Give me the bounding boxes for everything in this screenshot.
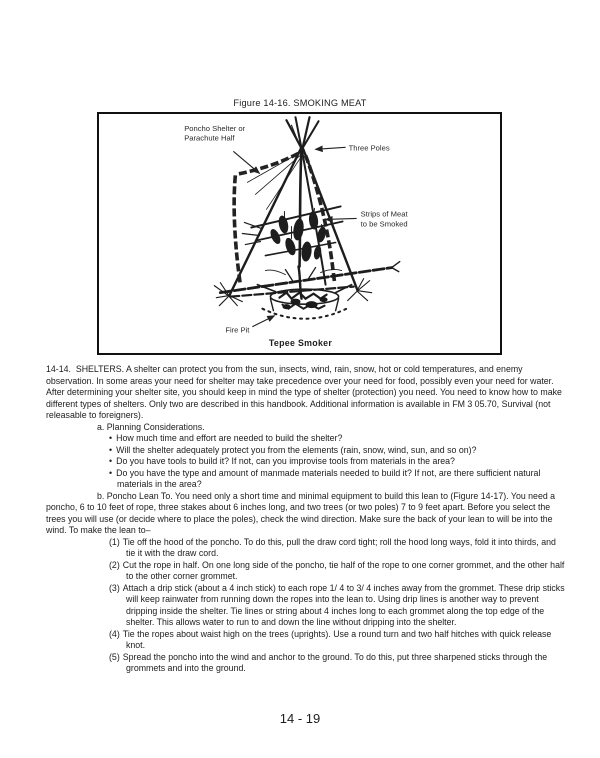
label-meat-strips-line1: Strips of Meat	[360, 209, 408, 219]
paragraph-poncho-lean-to: b. Poncho Lean To. You need only a short time and minimal equipment to build this lean to (Figure 14-17). You need a poncho, 6 to 10 feet of rope, three stakes about 6 inches long, and two trees (or two poles) 7 to 9 feet apart. Before you select the trees you will use (or decide where to place the poles), check the wind direction. Make sure the back of your lean to will be into the wind. To make the lean to–	[46, 490, 556, 535]
figure-title: Figure 14-16. SMOKING MEAT	[233, 98, 367, 108]
bullet-text-3: Do you have tools to build it? If not, can you improvise tools from materials in the area?	[116, 456, 455, 466]
step-number: (4)	[109, 628, 120, 639]
step-number: (3)	[109, 582, 120, 593]
step-number: (1)	[109, 536, 120, 547]
bullet-icon: •	[109, 467, 113, 478]
step-number: (5)	[109, 651, 120, 662]
paragraph-shelters: 14-14. SHELTERS. A shelter can protect you from the sun, insects, wind, rain, snow, hot or cold temperatures, and enemy observation. In some areas your need for shelter may take precedence over your need for food, possibly even your need for water. After determining your shelter site, you should keep in mind the type of shelter (protection) you need. You need to know how to make different types of shelters. Only two are described in this handbook. Additional information is available in FM 3 05.70, Survival (not releasable to foreigners).	[46, 364, 562, 420]
meat-strips	[268, 211, 327, 262]
label-three-poles: Three Poles	[348, 143, 390, 153]
label-meat-strips-line2: to be Smoked	[360, 219, 408, 229]
figure-caption: Tepee Smoker	[268, 337, 333, 348]
figure-frame	[97, 112, 502, 355]
step-text: Cut the rope in half. On one long side of the poncho, tie half of the rope to one corner grommet, and the other half to the other corner grommet.	[122, 559, 565, 581]
step-text: Tie off the hood of the poncho. To do this, pull the draw cord tight; roll the hood long ways, fold it into thirds, and tie it with the draw cord.	[122, 536, 556, 558]
numbered-step-3	[109, 583, 565, 629]
bullet-text-4: Do you have the type and amount of manmade materials needed to build it? If not, are there sufficient natural materials in the area?	[116, 467, 541, 489]
numbered-step-4	[109, 629, 565, 652]
numbered-step-1	[109, 537, 565, 560]
numbered-step-5	[109, 652, 565, 675]
bullet-item-3	[109, 456, 565, 468]
base-sticks	[220, 262, 399, 297]
label-poncho-shelter-line2: Parachute Half	[184, 133, 235, 143]
bullet-icon: •	[109, 433, 113, 443]
bullet-item-1	[109, 433, 565, 445]
bullet-icon: •	[109, 444, 113, 455]
item-a-heading: a. Planning Considerations.	[97, 421, 205, 432]
bullet-item-4	[109, 468, 565, 491]
label-poncho-shelter-line1: Poncho Shelter or	[184, 124, 246, 134]
bullet-text-2: Will the shelter adequately protect you from the elements (rain, snow, wind, sun, and so on)?	[116, 444, 477, 455]
body-text	[46, 364, 565, 675]
bullet-icon: •	[109, 456, 113, 466]
bullet-text-1: How much time and effort are needed to build the shelter?	[116, 433, 343, 443]
numbered-step-2	[109, 560, 565, 583]
step-text: Tie the ropes about waist high on the trees (uprights). Use a round turn and two half hitches with quick release knot.	[122, 628, 552, 650]
tepee-smoker-illustration	[99, 114, 500, 353]
page-number: 14 - 19	[279, 711, 321, 726]
step-number: (2)	[109, 559, 120, 570]
label-fire-pit: Fire Pit	[225, 325, 250, 335]
step-text: Spread the poncho into the wind and anchor to the ground. To do this, put three sharpened sticks through the grommets and into the ground.	[122, 651, 548, 673]
step-text: Attach a drip stick (about a 4 inch stick) to each rope 1/ 4 to 3/ 4 inches away from the grommet. These drip sticks will keep rainwater from running down the ropes into the lean to. Using drip lines is another way to prevent dripping inside the shelter. Tie lines or string about 4 inches long to each grommet along the top edge of the shelter. This allows water to run to and down the line without dripping into the shelter.	[122, 582, 565, 627]
bullet-item-2	[109, 445, 565, 457]
